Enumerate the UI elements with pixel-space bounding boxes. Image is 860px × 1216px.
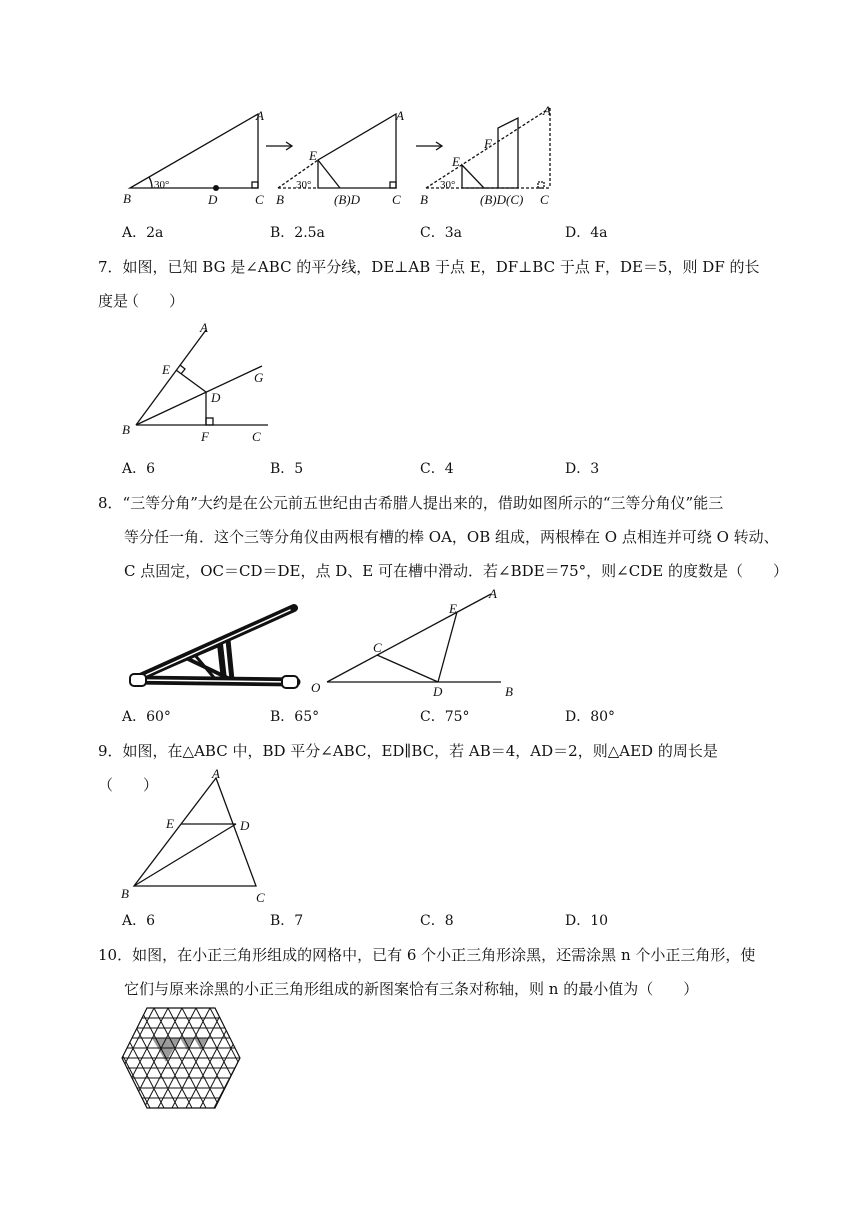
q8-stem-line1: 8．“三等分角”大约是在公元前五世纪由古希腊人提出来的，借助如图所示的“三等分角仪”能三 (98, 494, 724, 512)
q6-option-a[interactable]: A．2a (122, 225, 164, 241)
q9-label-a: A (212, 766, 220, 781)
q9-option-d[interactable]: D．10 (565, 913, 609, 929)
q7-label-b: B (122, 422, 130, 437)
q9-label-d: D (240, 818, 250, 833)
q6-p1-label-d: D (208, 192, 218, 207)
q6-option-d[interactable]: D．4a (565, 225, 608, 241)
q8-option-b[interactable]: B．65° (270, 709, 320, 725)
q6-p1-label-b: B (123, 191, 131, 206)
q8-trisector-photo (124, 598, 306, 694)
q9-label-e: E (166, 816, 174, 831)
q6-p3-label-f: F (484, 136, 492, 151)
q8-label-o: O (311, 680, 321, 695)
q6-p3-label-c: C (540, 192, 549, 207)
q6-p1-label-a: A (256, 108, 264, 123)
q7-option-d[interactable]: D．3 (565, 461, 600, 477)
q8-label-b: B (505, 684, 513, 699)
q6-p2-angle-label: 30° (296, 179, 312, 191)
q8-option-d[interactable]: D．80° (565, 709, 616, 725)
q8-label-e: E (449, 601, 457, 616)
q8-option-c[interactable]: C．75° (420, 709, 470, 725)
q7-stem-line1: 7．如图，已知 BG 是∠ABC 的平分线，DE⊥AB 于点 E，DF⊥BC 于点 F，DE＝5，则 DF 的长度是 (98, 258, 760, 310)
q6-options (122, 222, 762, 244)
q8-figure (305, 584, 527, 700)
q7-option-c[interactable]: C．4 (420, 461, 454, 477)
q10-stem-line2: 它们与原来涂黑的小正三角形组成的新图案恰有三条对称轴，则 n 的最小值为（ ） (124, 980, 699, 998)
q6-figure (118, 100, 568, 215)
q10-triangle-grid (120, 1006, 244, 1110)
q9-option-c[interactable]: C．8 (420, 913, 454, 929)
q9-stem-line1: 9．如图，在△ABC 中，BD 平分∠ABC，ED∥BC，若 AB＝4，AD＝2，则△AED 的周长是（ ） (98, 742, 718, 794)
q7-option-b[interactable]: B．5 (270, 461, 304, 477)
q6-p3-angle-label: 30° (440, 179, 456, 191)
q7-label-e: E (162, 362, 170, 377)
q10-stem-line1: 10．如图，在小正三角形组成的网格中，已有 6 个小正三角形涂黑，还需涂黑 n 个小正三角形，使 (98, 946, 756, 964)
q6-p3-label-a: A (543, 103, 551, 118)
q9-option-a[interactable]: A．6 (122, 913, 156, 929)
q7-option-a[interactable]: A．6 (122, 461, 156, 477)
q7-stem-line2: （ ） (124, 292, 185, 310)
q9-option-b[interactable]: B．7 (270, 913, 304, 929)
q8-stem-line3: C 点固定，OC＝CD＝DE，点 D、E 可在槽中滑动．若∠BDE＝75°，则∠CDE 的度数是（ ） (124, 562, 788, 580)
q6-p3-label-e: E (452, 154, 460, 169)
q8-label-d: D (433, 684, 443, 699)
q6-p1-label-c: C (255, 192, 264, 207)
q8-label-a: A (489, 586, 497, 601)
q6-p1-angle-label: 30° (154, 179, 170, 191)
q7-label-f: F (201, 429, 209, 444)
q6-p2-label-b: B (276, 192, 284, 207)
q6-p2-label-a: A (396, 108, 404, 123)
q6-p3-label-d: (B)D(C) (480, 192, 524, 207)
q8-options (122, 706, 762, 728)
q9-figure (116, 766, 276, 906)
q6-p3-label-b: B (420, 192, 428, 207)
q9-options (122, 910, 762, 932)
q6-option-c[interactable]: C．3a (420, 225, 462, 241)
q6-p2-label-e: E (309, 148, 317, 163)
q9-label-b: B (121, 886, 129, 901)
q7-label-c: C (252, 429, 261, 444)
q8-label-c: C (373, 640, 382, 655)
q8-stem-line2: 等分任一角．这个三等分角仪由两根有槽的棒 OA，OB 组成，两根棒在 O 点相连并可绕 O 转动、 (124, 528, 779, 546)
q7-label-a: A (200, 320, 208, 335)
q7-label-d: D (211, 390, 221, 405)
q6-p2-label-d: (B)D (334, 192, 360, 207)
q7-figure (118, 318, 278, 448)
q6-option-b[interactable]: B．2.5a (270, 225, 325, 241)
q8-option-a[interactable]: A．60° (122, 709, 171, 725)
q7-options (122, 458, 762, 480)
q9-label-c: C (256, 890, 265, 905)
q7-label-g: G (254, 370, 264, 385)
q6-p2-label-c: C (392, 192, 401, 207)
